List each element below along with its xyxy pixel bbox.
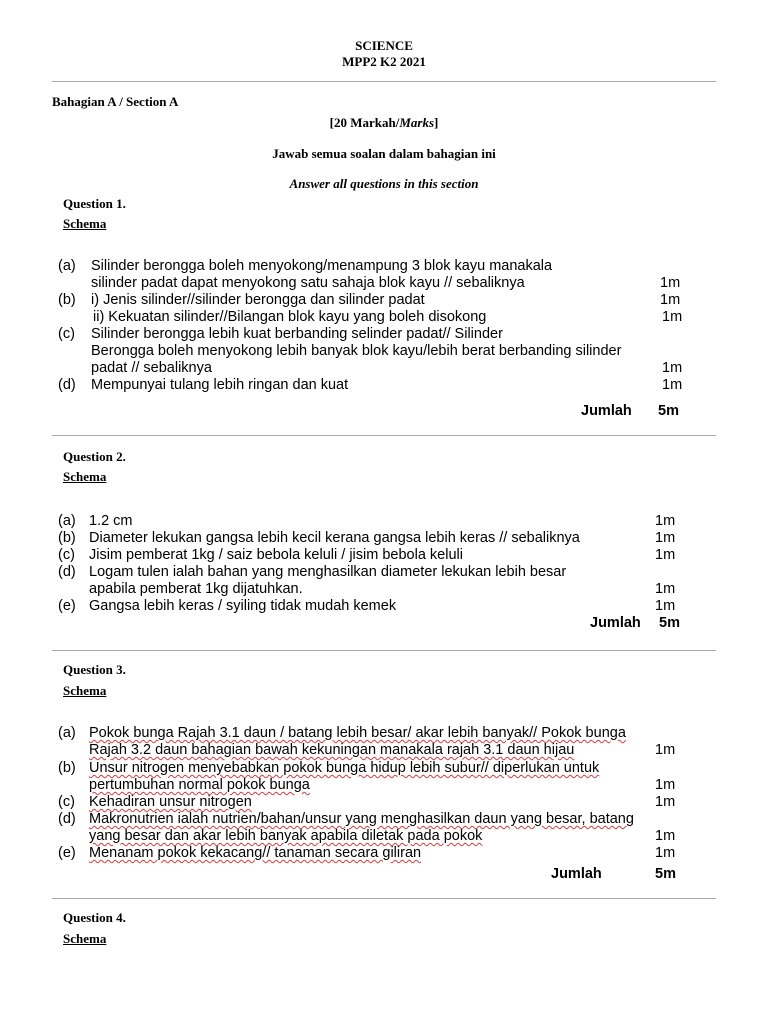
- q3-answer-c: Kehadiran unsur nitrogen: [89, 794, 252, 810]
- q2-answer-d-line1: Logam tulen ialah bahan yang menghasilkan diameter lekukan lebih besar: [89, 564, 567, 580]
- instruction-english: Answer all questions in this section: [289, 176, 479, 191]
- q3-label-b: (b): [58, 760, 76, 776]
- q3-answer-d-line1: Makronutrien ialah nutrien/bahan/unsur yang menghasilkan daun yang besar, batang: [89, 811, 634, 827]
- q3-total-value: 5m: [655, 866, 676, 882]
- q1-answer-a-line2: silinder padat dapat menyokong satu sahaja blok kayu // sebaliknya: [91, 275, 525, 291]
- divider: [52, 435, 716, 436]
- q2-mark-b: 1m: [655, 530, 676, 546]
- q2-answer-d-line2: apabila pemberat 1kg dijatuhkan.: [89, 581, 303, 597]
- subject-title: SCIENCE: [355, 38, 413, 53]
- marks-text: [20 Markah/: [329, 115, 400, 130]
- q2-answer-b: Diameter lekukan gangsa lebih kecil kerana gangsa lebih keras // sebaliknya: [89, 530, 580, 546]
- q2-mark-d: 1m: [655, 581, 676, 597]
- divider: [52, 650, 716, 651]
- question-2-title: Question 2.: [63, 449, 126, 464]
- q1-answer-c-line1: Silinder berongga lebih kuat berbanding selinder padat// Silinder: [91, 326, 503, 342]
- question-1-schema: Schema: [63, 216, 107, 231]
- question-3-title: Question 3.: [63, 662, 126, 677]
- q2-answer-a: 1.2 cm: [89, 513, 133, 529]
- section-title: Bahagian A / Section A: [52, 94, 179, 109]
- q3-label-e: (e): [58, 845, 76, 861]
- marks-text-close: ]: [434, 115, 439, 130]
- q1-mark-c: 1m: [662, 360, 683, 376]
- q3-label-a: (a): [58, 725, 76, 741]
- q3-total-label: Jumlah: [551, 866, 602, 882]
- q1-label-b: (b): [58, 292, 76, 308]
- q3-answer-a-line2: Rajah 3.2 daun bahagian bawah kekuningan manakala rajah 3.1 daun hijau: [89, 742, 575, 758]
- section-marks: [0, 115, 768, 131]
- q1-mark-b2: 1m: [662, 309, 683, 325]
- q3-answer-a-line1: Pokok bunga Rajah 3.1 daun / batang lebih besar/ akar lebih banyak// Pokok bunga: [89, 725, 626, 741]
- q1-mark-b1: 1m: [660, 292, 681, 308]
- q1-answer-b-line1: i) Jenis silinder//silinder berongga dan silinder padat: [91, 292, 425, 308]
- question-4-title: Question 4.: [63, 910, 126, 925]
- q3-mark-c: 1m: [655, 794, 676, 810]
- q3-answer-b-line1: Unsur nitrogen menyebabkan pokok bunga hidup lebih subur// diperlukan untuk: [89, 760, 600, 776]
- q2-answer-c: Jisim pemberat 1kg / saiz bebola keluli / jisim bebola keluli: [89, 547, 463, 563]
- divider: [52, 81, 716, 82]
- q2-mark-c: 1m: [655, 547, 676, 563]
- q1-answer-c-line2: Berongga boleh menyokong lebih banyak blok kayu/lebih berat berbanding silinder: [91, 343, 622, 359]
- q3-label-d: (d): [58, 811, 76, 827]
- q2-label-b: (b): [58, 530, 76, 546]
- q2-mark-e: 1m: [655, 598, 676, 614]
- q1-total-value: 5m: [658, 403, 679, 419]
- q1-label-a: (a): [58, 258, 76, 274]
- q3-answer-d-line2: yang besar dan akar lebih banyak apabila diletak pada pokok: [89, 828, 483, 844]
- q3-answer-b-line2: pertumbuhan normal pokok bunga: [89, 777, 310, 793]
- q2-label-a: (a): [58, 513, 76, 529]
- q1-label-d: (d): [58, 377, 76, 393]
- q2-mark-a: 1m: [655, 513, 676, 529]
- q1-total-label: Jumlah: [581, 403, 632, 419]
- q2-total-value: 5m: [659, 615, 680, 631]
- q1-label-c: (c): [58, 326, 75, 342]
- question-2-schema: Schema: [63, 469, 107, 484]
- q3-mark-d: 1m: [655, 828, 676, 844]
- q2-label-e: (e): [58, 598, 76, 614]
- paper-code: MPP2 K2 2021: [342, 54, 426, 69]
- question-1-title: Question 1.: [63, 196, 126, 211]
- q3-mark-b: 1m: [655, 777, 676, 793]
- q3-answer-e: Menanam pokok kekacang// tanaman secara giliran: [89, 845, 422, 861]
- q3-mark-a: 1m: [655, 742, 676, 758]
- q2-total-label: Jumlah: [590, 615, 641, 631]
- q1-answer-b-line2: ii) Kekuatan silinder//Bilangan blok kayu yang boleh disokong: [93, 309, 487, 325]
- q1-answer-a-line1: Silinder berongga boleh menyokong/menampung 3 blok kayu manakala: [91, 258, 553, 274]
- q2-label-d: (d): [58, 564, 76, 580]
- instruction-malay: Jawab semua soalan dalam bahagian ini: [272, 146, 496, 161]
- q1-answer-d: Mempunyai tulang lebih ringan dan kuat: [91, 377, 349, 393]
- q3-label-c: (c): [58, 794, 75, 810]
- question-4-schema: Schema: [63, 931, 107, 946]
- question-3-schema: Schema: [63, 683, 107, 698]
- q3-mark-e: 1m: [655, 845, 676, 861]
- q2-answer-e: Gangsa lebih keras / syiling tidak mudah kemek: [89, 598, 397, 614]
- q1-answer-c-line3: padat // sebaliknya: [91, 360, 212, 376]
- marks-text-italic: Marks: [399, 115, 435, 130]
- divider: [52, 898, 716, 899]
- q1-mark-a: 1m: [660, 275, 681, 291]
- q1-mark-d: 1m: [662, 377, 683, 393]
- q2-label-c: (c): [58, 547, 75, 563]
